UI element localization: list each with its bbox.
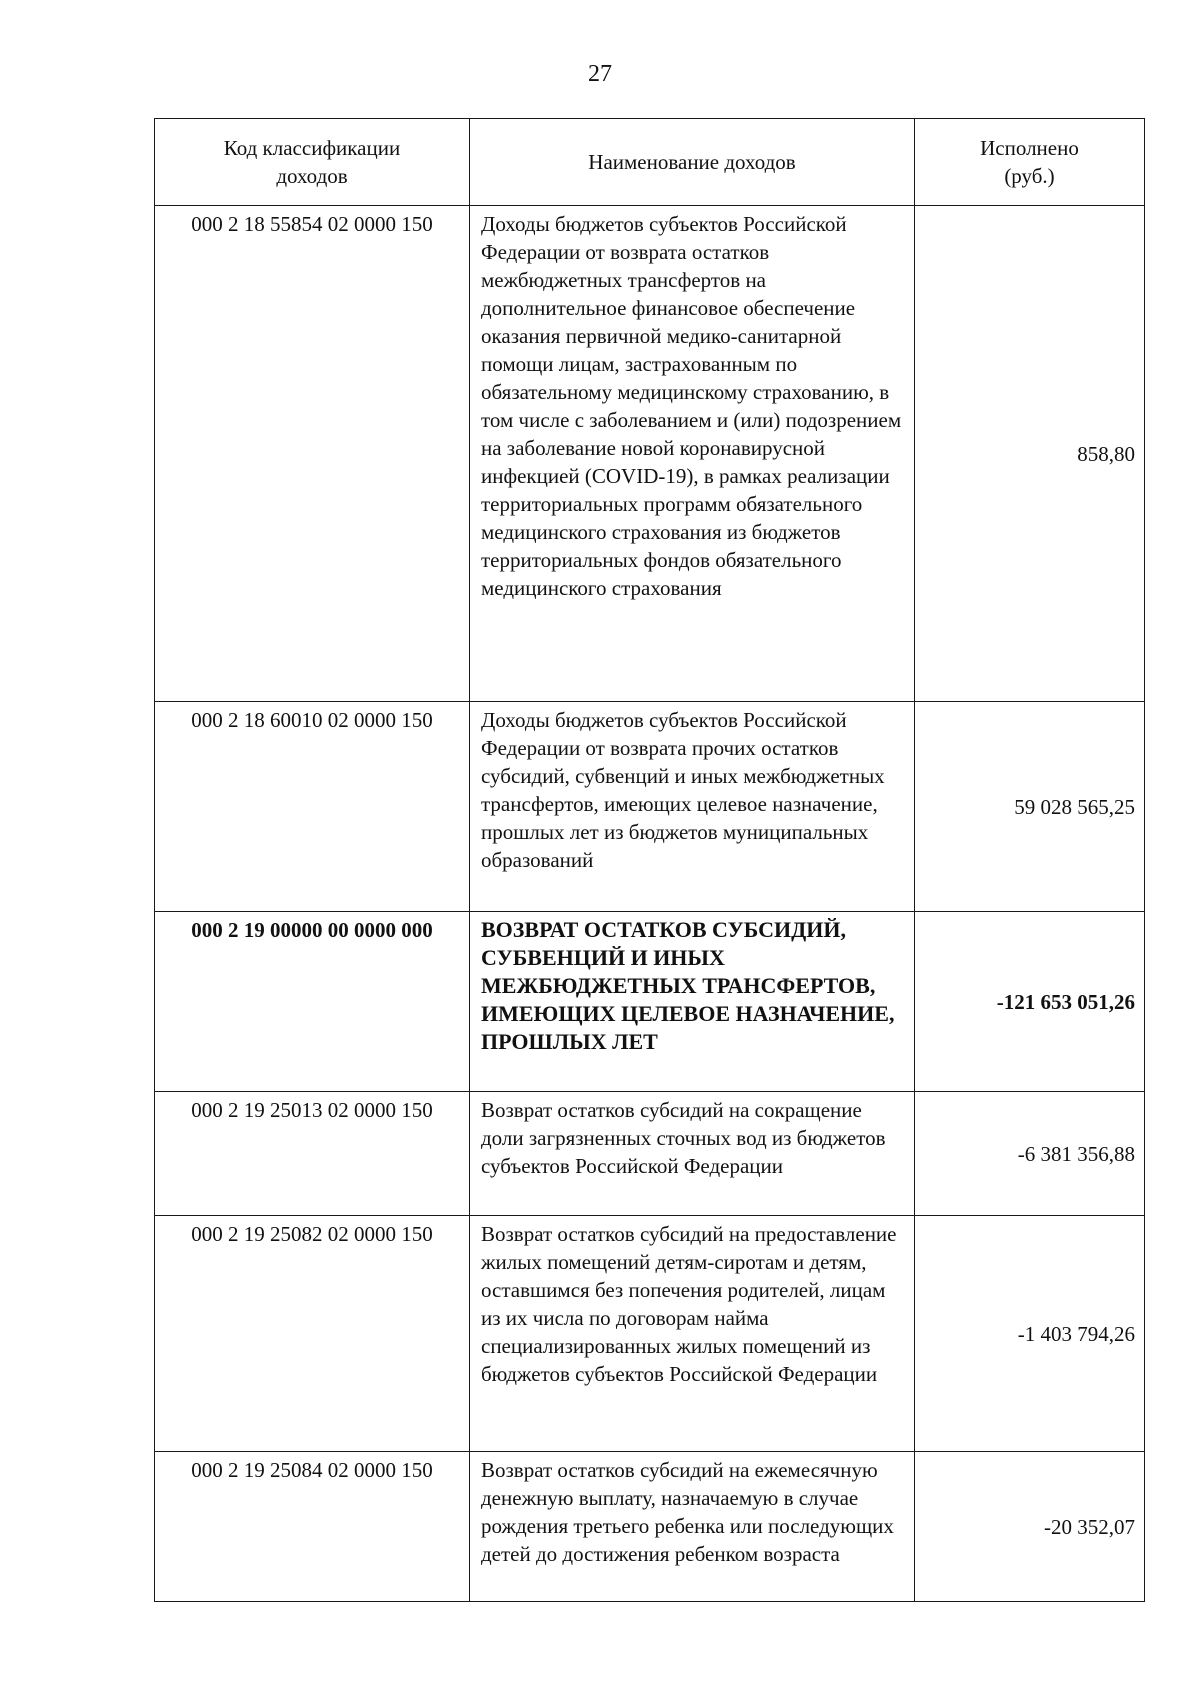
row-classification-code: 000 2 19 25082 02 0000 150: [155, 1216, 470, 1452]
row-executed-amount: 858,80: [915, 206, 1145, 702]
row-executed-amount: -121 653 051,26: [915, 912, 1145, 1092]
header-executed-amount: Исполнено (руб.): [915, 119, 1145, 206]
row-classification-code: 000 2 19 00000 00 0000 000: [155, 912, 470, 1092]
row-classification-code: 000 2 19 25084 02 0000 150: [155, 1452, 470, 1602]
row-revenue-name: ВОЗВРАТ ОСТАТКОВ СУБСИДИЙ, СУБВЕНЦИЙ И ИНЫХ МЕЖБЮДЖЕТНЫХ ТРАНСФЕРТОВ, ИМЕЮЩИХ ЦЕЛЕВОЕ НАЗНАЧЕНИЕ, ПРОШЛЫХ ЛЕТ: [470, 912, 915, 1092]
row-classification-code: 000 2 19 25013 02 0000 150: [155, 1092, 470, 1216]
row-revenue-name: Доходы бюджетов субъектов Российской Федерации от возврата остатков межбюджетных трансфертов на дополнительное финансовое обеспечение оказания первичной медико-санитарной помощи лицам, застрахованным по обязательному медицинскому страхованию, в том числе с заболеванием и (или) подозрением на заболевание новой коронавирусной инфекцией (COVID-19), в рамках реализации территориальных программ обязательного медицинского страхования из бюджетов территориальных фондов обязательного медицинского страхования: [470, 206, 915, 702]
header-revenue-name: Наименование доходов: [470, 119, 915, 206]
row-revenue-name: Возврат остатков субсидий на сокращение доли загрязненных сточных вод из бюджетов субъектов Российской Федерации: [470, 1092, 915, 1216]
table-row: [155, 1092, 1145, 1216]
table-row-group-total: [155, 912, 1145, 1092]
row-revenue-name: Возврат остатков субсидий на ежемесячную денежную выплату, назначаемую в случае рождения третьего ребенка или последующих детей до достижения ребенком возраста: [470, 1452, 915, 1602]
page-number: 27: [588, 61, 612, 87]
table-row: [155, 1216, 1145, 1452]
row-classification-code: 000 2 18 60010 02 0000 150: [155, 702, 470, 912]
table-row: [155, 702, 1145, 912]
header-classification-code: Код классификации доходов: [155, 119, 470, 206]
table-row: [155, 1452, 1145, 1602]
row-executed-amount: -6 381 356,88: [915, 1092, 1145, 1216]
row-classification-code: 000 2 18 55854 02 0000 150: [155, 206, 470, 702]
table-header-row: [155, 119, 1145, 206]
row-revenue-name: Возврат остатков субсидий на предоставление жилых помещений детям-сиротам и детям, оставшимся без попечения родителей, лицам из их числа по договорам найма специализированных жилых помещений из бюджетов субъектов Российской Федерации: [470, 1216, 915, 1452]
row-executed-amount: -20 352,07: [915, 1452, 1145, 1602]
row-executed-amount: 59 028 565,25: [915, 702, 1145, 912]
row-executed-amount: -1 403 794,26: [915, 1216, 1145, 1452]
table-row: [155, 206, 1145, 702]
revenue-table: [154, 118, 1145, 1602]
row-revenue-name: Доходы бюджетов субъектов Российской Федерации от возврата прочих остатков субсидий, субвенций и иных межбюджетных трансфертов, имеющих целевое назначение, прошлых лет из бюджетов муниципальных образований: [470, 702, 915, 912]
